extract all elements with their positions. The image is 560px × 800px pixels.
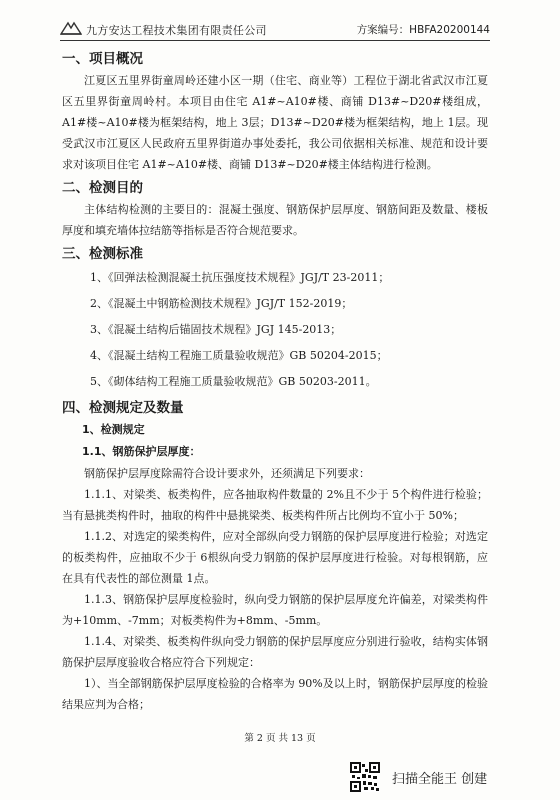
rule-paragraph: 1.1.1、对梁类、板类构件，应各抽取构件数量的 2%且不少于 5个构件进行检验；当有悬挑类构件时，抽取的构件中悬挑梁类、板类构件所占比例均不宜小于 50%； [62, 488, 488, 522]
page-number: 第 2 页 共 13 页 [244, 733, 316, 744]
company-logo-icon [60, 20, 82, 36]
section-title-overview: 一、项目概况 [62, 51, 143, 67]
rule-paragraph: 1）、当全部钢筋保护层厚度检验的合格率为 90%及以上时，钢筋保护层厚度的检验结果应判为合格； [62, 677, 488, 711]
subsection-title-cover: 1.1、钢筋保护层厚度： [82, 445, 201, 458]
section-title-rules: 四、检测规定及数量 [62, 400, 184, 416]
rule-paragraph: 钢筋保护层厚度除需符合设计要求外，还须满足下列要求： [84, 467, 370, 480]
scheme-number: 方案编号：HBFA20200144 [356, 24, 490, 36]
page-content [62, 48, 488, 715]
standard-item: 5、《砌体结构工程施工质量验收规范》GB 50203-2011。 [90, 375, 377, 388]
company-name: 九方安达工程技术集团有限责任公司 [86, 24, 267, 37]
page-header [60, 18, 490, 41]
standard-item: 2、《混凝土中钢筋检测技术规程》JGJ/T 152-2019； [90, 297, 353, 310]
standard-item: 3、《混凝土结构后锚固技术规程》JGJ 145-2013； [90, 323, 342, 336]
qr-code-icon [350, 762, 380, 792]
subsection-title-rules: 1、检测规定 [82, 423, 145, 436]
purpose-paragraph: 主体结构检测的主要目的：混凝土强度、钢筋保护层厚度、钢筋间距及数量、楼板厚度和填充墙体拉结筋等指标是否符合规范要求。 [62, 203, 488, 237]
section-title-purpose: 二、检测目的 [62, 180, 143, 196]
standard-item: 4、《混凝土结构工程施工质量验收规范》GB 50204-2015； [90, 349, 388, 362]
standard-item: 1、《回弹法检测混凝土抗压强度技术规程》JGJ/T 23-2011； [90, 271, 390, 284]
scanner-watermark: 扫描全能王 创建 [392, 772, 488, 787]
rule-paragraph: 1.1.2、对选定的梁类构件，应对全部纵向受力钢筋的保护层厚度进行检验；对选定的板类构件，应抽取不少于 6根纵向受力钢筋的保护层厚度进行检验。对每根钢筋，应在具有代表性的部位测量 1点。 [62, 530, 488, 585]
rule-paragraph: 1.1.4、对梁类、板类构件纵向受力钢筋的保护层厚度应分别进行验收，结构实体钢筋保护层厚度验收合格应符合下列规定： [62, 635, 488, 669]
rule-paragraph: 1.1.3、钢筋保护层厚度检验时，纵向受力钢筋的保护层厚度允许偏差，对梁类构件为+10mm、-7mm；对板类构件为+8mm、-5mm。 [62, 593, 488, 627]
section-title-standards: 三、检测标准 [62, 246, 143, 262]
overview-paragraph: 江夏区五里界街童周岭还建小区一期（住宅、商业等）工程位于湖北省武汉市江夏区五里界街童周岭村。本项目由住宅 A1#~A10#楼、商铺 D13#~D20#楼组成，A1#楼~A10#楼为框架结构，地上 3层；D13#~D20#楼为框架结构，地上 1层。现受武汉市江夏区人民政府五里界街道办事处委托，我公司依据相关标准、规范和设计要求对该项目住宅 A1#~A10#楼、商铺 D13#~D20#楼主体结构进行检测。 [62, 74, 488, 171]
